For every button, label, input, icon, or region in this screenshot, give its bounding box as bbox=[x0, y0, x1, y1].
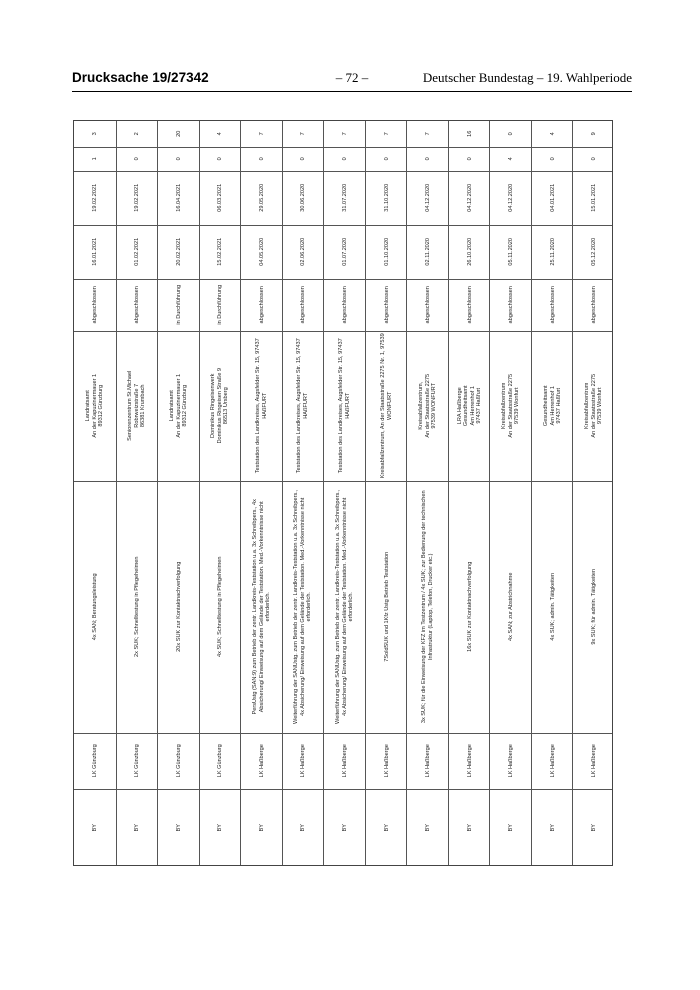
cell-status-text: abgeschlossen bbox=[549, 286, 556, 324]
cell-land bbox=[449, 789, 491, 867]
cell-count-b bbox=[532, 121, 574, 147]
cell-land bbox=[324, 789, 366, 867]
cell-count-b-text: 7 bbox=[300, 132, 307, 136]
cell-count-a-text: 0 bbox=[341, 157, 348, 161]
cell-location bbox=[532, 331, 574, 481]
cell-start-date-text: 20.02.2021 bbox=[175, 238, 182, 266]
cell-land-text: BY bbox=[258, 824, 265, 832]
cell-start-date-text: 02.06.2020 bbox=[300, 238, 307, 266]
cell-start-date bbox=[407, 225, 449, 279]
cell-landkreis bbox=[117, 733, 159, 789]
cell-description bbox=[532, 481, 574, 733]
cell-count-b bbox=[241, 121, 283, 147]
cell-description-text: 9x SUK; für admin. Tätigkeiten bbox=[591, 569, 598, 645]
cell-landkreis bbox=[532, 733, 574, 789]
cell-end-date bbox=[158, 171, 200, 225]
cell-status bbox=[490, 279, 532, 331]
cell-land bbox=[74, 789, 116, 867]
cell-count-b-text: 0 bbox=[507, 132, 514, 136]
cell-start-date-text: 01.02.2021 bbox=[134, 238, 141, 266]
cell-count-b bbox=[449, 121, 491, 147]
cell-count-a bbox=[200, 147, 242, 171]
cell-start-date bbox=[200, 225, 242, 279]
cell-status bbox=[532, 279, 574, 331]
cell-start-date bbox=[241, 225, 283, 279]
cell-status-text: abgeschlossen bbox=[383, 286, 390, 324]
cell-count-b-text: 3 bbox=[91, 132, 98, 136]
cell-count-a bbox=[366, 147, 408, 171]
cell-end-date bbox=[366, 171, 408, 225]
cell-end-date bbox=[573, 171, 615, 225]
cell-location-text: Gesundheitsamt Am Herrenhof 1 97437 Haßfurt bbox=[543, 385, 562, 427]
cell-count-a bbox=[532, 147, 574, 171]
cell-description bbox=[117, 481, 159, 733]
cell-count-a-text: 0 bbox=[591, 157, 598, 161]
document-number: Drucksache 19/27342 bbox=[72, 70, 209, 85]
cell-count-b bbox=[324, 121, 366, 147]
cell-land bbox=[407, 789, 449, 867]
cell-description-text: 4x SUK; admin. Tätigkeiten bbox=[549, 573, 556, 641]
cell-land-text: BY bbox=[300, 824, 307, 832]
table-row bbox=[531, 121, 574, 865]
cell-status bbox=[200, 279, 242, 331]
table-row bbox=[489, 121, 532, 865]
cell-count-a-text: 0 bbox=[217, 157, 224, 161]
cell-land-text: BY bbox=[134, 824, 141, 832]
table-row bbox=[240, 121, 283, 865]
cell-description-text: 16x SUK zur Kontaktnachverfolgung bbox=[466, 561, 473, 653]
cell-start-date-text: 05.12.2020 bbox=[591, 238, 598, 266]
table-row bbox=[448, 121, 491, 865]
cell-status bbox=[117, 279, 159, 331]
cell-start-date bbox=[158, 225, 200, 279]
cell-description-text: 2x SUK; Schnelltestung in Pflegeheimen bbox=[134, 556, 141, 658]
cell-start-date bbox=[573, 225, 615, 279]
cell-status bbox=[158, 279, 200, 331]
cell-land bbox=[283, 789, 325, 867]
cell-landkreis bbox=[158, 733, 200, 789]
cell-start-date bbox=[74, 225, 116, 279]
cell-land-text: BY bbox=[383, 824, 390, 832]
cell-end-date-text: 16.04.2021 bbox=[175, 184, 182, 212]
cell-status-text: abgeschlossen bbox=[300, 286, 307, 324]
cell-landkreis bbox=[407, 733, 449, 789]
cell-land bbox=[117, 789, 159, 867]
cell-count-b bbox=[366, 121, 408, 147]
cell-location bbox=[449, 331, 491, 481]
cell-count-a-text: 1 bbox=[91, 157, 98, 161]
cell-land bbox=[366, 789, 408, 867]
cell-description-text: 7SoldSUK und 1Kfz Ustg Betrieb Teststation bbox=[383, 552, 390, 662]
cell-status-text: abgeschlossen bbox=[134, 286, 141, 324]
cell-count-b-text: 20 bbox=[175, 130, 182, 138]
cell-location-text: Teststation des Landkreises, Augsfelder Str. 15, 97437 HAßFURT bbox=[338, 338, 351, 474]
cell-status bbox=[241, 279, 283, 331]
cell-end-date bbox=[74, 171, 116, 225]
cell-end-date bbox=[117, 171, 159, 225]
cell-count-b-text: 7 bbox=[383, 132, 390, 136]
cell-count-b bbox=[158, 121, 200, 147]
cell-count-b-text: 4 bbox=[549, 132, 556, 136]
cell-status-text: in Durchführung bbox=[175, 285, 182, 325]
cell-location-text: Dominikus Ringeisenwerk Dominikus Ringeisen Straße 9 86513 Ursberg bbox=[210, 368, 230, 444]
cell-landkreis-text: LK Haßberge bbox=[591, 744, 598, 778]
cell-location bbox=[158, 331, 200, 481]
cell-count-b bbox=[573, 121, 615, 147]
cell-location bbox=[407, 331, 449, 481]
cell-count-a-text: 0 bbox=[134, 157, 141, 161]
cell-end-date bbox=[283, 171, 325, 225]
cell-status-text: abgeschlossen bbox=[258, 286, 265, 324]
cell-description-text: 4x SAN; Beratungsleistung bbox=[91, 573, 98, 641]
table-row bbox=[157, 121, 200, 865]
cell-count-a-text: 0 bbox=[424, 157, 431, 161]
cell-landkreis-text: LK Haßberge bbox=[341, 744, 348, 778]
cell-description bbox=[74, 481, 116, 733]
cell-description bbox=[324, 481, 366, 733]
cell-location-text: Kreisabfallzentrum An der Staatsstraße 2275 97539 Wonfurt bbox=[584, 374, 604, 438]
cell-end-date-text: 30.06.2020 bbox=[300, 184, 307, 212]
cell-location-text: LRA Haßberge Gesundheitsamt Am Herrenhof 1 97437 Haßfurt bbox=[456, 385, 483, 427]
data-table bbox=[73, 120, 613, 866]
cell-status-text: abgeschlossen bbox=[424, 286, 431, 324]
cell-land-text: BY bbox=[466, 824, 473, 832]
cell-count-b-text: 16 bbox=[466, 130, 473, 138]
cell-landkreis-text: LK Haßberge bbox=[383, 744, 390, 778]
cell-landkreis bbox=[241, 733, 283, 789]
cell-count-a bbox=[490, 147, 532, 171]
cell-end-date-text: 29.05.2020 bbox=[258, 184, 265, 212]
cell-location bbox=[241, 331, 283, 481]
cell-start-date-text: 16.01.2021 bbox=[91, 238, 98, 266]
cell-description-text: Weiterführung der SANUstg. zum Betrieb der zentr. Landkreis-Teststation u.a. 3x Schreibpers., 4x Absicherung/ Einweisung auf dem Gelände der Teststation. Med.-Vorkenntnisse nicht erforderlich. bbox=[293, 489, 313, 725]
table-row bbox=[116, 121, 159, 865]
cell-status bbox=[324, 279, 366, 331]
cell-start-date-text: 04.05.2020 bbox=[258, 238, 265, 266]
page-number: – 72 – bbox=[335, 70, 369, 85]
cell-count-b-text: 7 bbox=[424, 132, 431, 136]
cell-land-text: BY bbox=[91, 824, 98, 832]
cell-count-a-text: 0 bbox=[258, 157, 265, 161]
cell-start-date bbox=[490, 225, 532, 279]
cell-start-date bbox=[449, 225, 491, 279]
cell-location bbox=[283, 331, 325, 481]
cell-count-a bbox=[158, 147, 200, 171]
cell-land-text: BY bbox=[217, 824, 224, 832]
cell-count-b bbox=[490, 121, 532, 147]
cell-status bbox=[573, 279, 615, 331]
cell-description bbox=[490, 481, 532, 733]
table-row bbox=[199, 121, 242, 865]
cell-count-a bbox=[74, 147, 116, 171]
cell-land bbox=[532, 789, 574, 867]
cell-description bbox=[158, 481, 200, 733]
cell-land-text: BY bbox=[507, 824, 514, 832]
cell-count-a bbox=[241, 147, 283, 171]
cell-start-date bbox=[283, 225, 325, 279]
cell-location bbox=[200, 331, 242, 481]
cell-count-a-text: 0 bbox=[175, 157, 182, 161]
cell-status-text: abgeschlossen bbox=[91, 286, 98, 324]
cell-start-date-text: 15.02.2021 bbox=[217, 238, 224, 266]
cell-location-text: Seniorenzentrum St.Michael Robrweizstraße 7 86381 Krumbach bbox=[127, 370, 147, 442]
cell-land bbox=[241, 789, 283, 867]
table-row bbox=[74, 121, 116, 865]
cell-end-date-text: 31.10.2020 bbox=[383, 184, 390, 212]
cell-landkreis bbox=[573, 733, 615, 789]
cell-landkreis bbox=[366, 733, 408, 789]
cell-end-date-text: 04.12.2020 bbox=[424, 184, 431, 212]
cell-landkreis-text: LK Günzburg bbox=[91, 744, 98, 778]
table-row bbox=[572, 121, 615, 865]
cell-landkreis-text: LK Haßberge bbox=[549, 744, 556, 778]
cell-status-text: in Durchführung bbox=[217, 285, 224, 325]
cell-landkreis-text: LK Günzburg bbox=[217, 744, 224, 778]
cell-location-text: Kreisabfallzentrum An der Staatsstraße 2275 97539 Wonfurt bbox=[501, 374, 521, 438]
cell-description bbox=[241, 481, 283, 733]
table-row bbox=[365, 121, 408, 865]
cell-description bbox=[407, 481, 449, 733]
cell-end-date-text: 19.02.2021 bbox=[91, 184, 98, 212]
table-row bbox=[406, 121, 449, 865]
page-header bbox=[72, 70, 632, 92]
cell-location bbox=[324, 331, 366, 481]
cell-status-text: abgeschlossen bbox=[507, 286, 514, 324]
cell-status bbox=[366, 279, 408, 331]
cell-end-date bbox=[449, 171, 491, 225]
table-row bbox=[323, 121, 366, 865]
cell-start-date bbox=[324, 225, 366, 279]
cell-landkreis-text: LK Haßberge bbox=[507, 744, 514, 778]
cell-count-b-text: 7 bbox=[341, 132, 348, 136]
cell-description bbox=[283, 481, 325, 733]
cell-description-text: 4x SUK; Schnelltestung in Pflegeheimen bbox=[217, 556, 224, 658]
cell-description-text: 3x SUK; für die Einweisung der KFZ im Testzentrum / 4x SUK; zur Bedienung der technischen Infrastruktur (Laptop, Telefon, Drucker etc.) bbox=[421, 490, 435, 724]
cell-end-date-text: 15.01.2021 bbox=[591, 184, 598, 212]
cell-landkreis-text: LK Haßberge bbox=[466, 744, 473, 778]
header-divider bbox=[72, 91, 632, 92]
cell-count-b-text: 9 bbox=[591, 132, 598, 136]
cell-location-text: Landratsamt An der Kapuzinermauer 1 89312 Günzburg bbox=[85, 374, 104, 438]
cell-status-text: abgeschlossen bbox=[591, 286, 598, 324]
cell-count-b bbox=[407, 121, 449, 147]
cell-end-date-text: 04.01.2021 bbox=[549, 184, 556, 212]
table-row bbox=[282, 121, 325, 865]
cell-end-date-text: 31.07.2020 bbox=[341, 184, 348, 212]
cell-landkreis bbox=[490, 733, 532, 789]
cell-end-date-text: 04.12.2020 bbox=[507, 184, 514, 212]
cell-start-date bbox=[532, 225, 574, 279]
cell-count-b-text: 2 bbox=[134, 132, 141, 136]
cell-status bbox=[449, 279, 491, 331]
cell-end-date bbox=[532, 171, 574, 225]
cell-count-b-text: 7 bbox=[258, 132, 265, 136]
cell-count-a bbox=[283, 147, 325, 171]
cell-location bbox=[366, 331, 408, 481]
cell-count-a-text: 0 bbox=[466, 157, 473, 161]
cell-end-date bbox=[200, 171, 242, 225]
cell-description bbox=[366, 481, 408, 733]
cell-count-a bbox=[324, 147, 366, 171]
cell-status-text: abgeschlossen bbox=[341, 286, 348, 324]
cell-start-date bbox=[366, 225, 408, 279]
cell-land-text: BY bbox=[549, 824, 556, 832]
cell-landkreis-text: LK Günzburg bbox=[175, 744, 182, 778]
cell-count-b bbox=[283, 121, 325, 147]
cell-count-b bbox=[200, 121, 242, 147]
cell-location bbox=[74, 331, 116, 481]
cell-start-date bbox=[117, 225, 159, 279]
cell-location-text: Teststation des Landkreises, Augsfelder Str. 15, 97437 HAßFURT bbox=[297, 338, 310, 474]
cell-count-b-text: 4 bbox=[217, 132, 224, 136]
cell-location bbox=[490, 331, 532, 481]
cell-land bbox=[158, 789, 200, 867]
cell-land bbox=[573, 789, 615, 867]
cell-count-a-text: 0 bbox=[300, 157, 307, 161]
cell-count-b bbox=[117, 121, 159, 147]
cell-end-date-text: 06.03.2021 bbox=[217, 184, 224, 212]
cell-landkreis bbox=[200, 733, 242, 789]
cell-landkreis bbox=[449, 733, 491, 789]
cell-start-date-text: 02.11.2020 bbox=[424, 238, 431, 266]
cell-start-date-text: 05.11.2020 bbox=[507, 238, 514, 266]
cell-count-a-text: 0 bbox=[383, 157, 390, 161]
cell-landkreis-text: LK Haßberge bbox=[424, 744, 431, 778]
cell-description bbox=[449, 481, 491, 733]
cell-count-a bbox=[117, 147, 159, 171]
cell-land-text: BY bbox=[424, 824, 431, 832]
cell-land-text: BY bbox=[341, 824, 348, 832]
cell-count-a bbox=[407, 147, 449, 171]
cell-landkreis-text: LK Haßberge bbox=[258, 744, 265, 778]
cell-start-date-text: 01.10.2020 bbox=[383, 238, 390, 266]
cell-end-date bbox=[324, 171, 366, 225]
cell-end-date-text: 04.12.2020 bbox=[466, 184, 473, 212]
cell-end-date bbox=[241, 171, 283, 225]
cell-end-date bbox=[490, 171, 532, 225]
cell-location-text: Kreisabfallzentrum, An der Staatsstraße 2275 Nr. 1, 97539 WONFURT bbox=[380, 333, 393, 479]
cell-end-date-text: 19.02.2021 bbox=[134, 184, 141, 212]
cell-landkreis bbox=[74, 733, 116, 789]
cell-status bbox=[407, 279, 449, 331]
cell-land bbox=[490, 789, 532, 867]
cell-description-text: PersUstg (SAN:9) zum Betrieb der zentr. Landkreis-Teststation u.a. 3x Schreibpers., 4x Absicherung/ Einweisung auf dem Gelände der Teststation. Med.-Vorkenntnisse nicht erforderlich. bbox=[252, 499, 272, 715]
cell-start-date-text: 25.11.2020 bbox=[549, 238, 556, 266]
cell-status bbox=[283, 279, 325, 331]
cell-land-text: BY bbox=[591, 824, 598, 832]
cell-location bbox=[117, 331, 159, 481]
cell-count-a-text: 0 bbox=[549, 157, 556, 161]
cell-start-date-text: 01.07.2020 bbox=[341, 238, 348, 266]
cell-description bbox=[200, 481, 242, 733]
cell-landkreis-text: LK Haßberge bbox=[300, 744, 307, 778]
cell-status-text: abgeschlossen bbox=[466, 286, 473, 324]
cell-land bbox=[200, 789, 242, 867]
cell-start-date-text: 26.10.2020 bbox=[466, 238, 473, 266]
cell-land-text: BY bbox=[175, 824, 182, 832]
cell-description-text: 4x SAN; zur Abstrichnahme bbox=[507, 572, 514, 642]
cell-count-b bbox=[74, 121, 116, 147]
cell-description-text: Weiterführung der SANUstg. zum Betrieb der zentr. Landkreis-Teststation u.a. 3x Schreibpers., 4x Absicherung/ Einweisung auf dem Gelände der Teststation. Med.-Vorkenntnisse nicht erforderlich. bbox=[335, 489, 355, 725]
cell-location-text: Teststation des Landkreises, Augsfelder Str. 15, 97437 HAßFURT bbox=[255, 338, 268, 474]
cell-landkreis bbox=[324, 733, 366, 789]
cell-description-text: 20x SUK zur Kontaktnachverfolgung bbox=[175, 561, 182, 653]
cell-count-a bbox=[573, 147, 615, 171]
cell-status bbox=[74, 279, 116, 331]
cell-count-a-text: 4 bbox=[507, 157, 514, 161]
publisher-label: Deutscher Bundestag – 19. Wahlperiode bbox=[422, 70, 632, 85]
cell-count-a bbox=[449, 147, 491, 171]
cell-landkreis bbox=[283, 733, 325, 789]
cell-location-text: Landratsamt An der Kapuzinermauer 1 89312 Günzburg bbox=[169, 374, 189, 438]
cell-location bbox=[573, 331, 615, 481]
cell-location-text: Kreisabfallzentrum, An der Staatsstraße 2275 97539 WONFURT bbox=[418, 374, 438, 438]
cell-end-date bbox=[407, 171, 449, 225]
cell-description bbox=[573, 481, 615, 733]
cell-landkreis-text: LK Günzburg bbox=[134, 744, 141, 778]
